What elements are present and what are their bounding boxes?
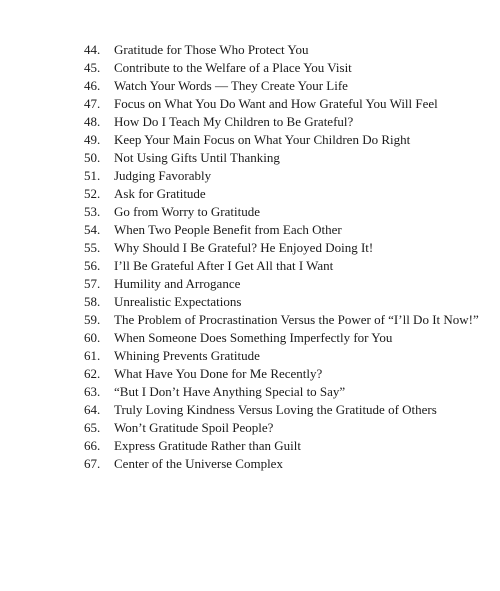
toc-entry: [84, 185, 484, 203]
toc-entry-title: Gratitude for Those Who Protect You: [114, 42, 309, 57]
toc-entry-title: “But I Don’t Have Anything Special to Say”: [114, 384, 346, 399]
toc-entry-title: Not Using Gifts Until Thanking: [114, 150, 280, 165]
toc-entry-number: 52.: [84, 186, 101, 201]
toc-entry: [84, 293, 484, 311]
toc-entry: [84, 257, 484, 275]
toc-entry-title: Contribute to the Welfare of a Place You Visit: [114, 60, 352, 75]
toc-entry-title: Go from Worry to Gratitude: [114, 204, 261, 219]
toc-entry: [84, 275, 484, 293]
toc-entry-number: 64.: [84, 402, 101, 417]
toc-entry-title: Whining Prevents Gratitude: [114, 348, 260, 363]
toc-entry-number: 48.: [84, 114, 101, 129]
toc-entry: [84, 455, 484, 473]
toc-entry-title: Judging Favorably: [114, 168, 212, 183]
toc-entry-title: Ask for Gratitude: [114, 186, 206, 201]
toc-entry: [84, 59, 484, 77]
toc-entry-title: What Have You Done for Me Recently?: [114, 366, 323, 381]
toc-entry-number: 61.: [84, 348, 101, 363]
toc-entry-number: 44.: [84, 42, 101, 57]
toc-entry-number: 47.: [84, 96, 101, 111]
toc-entry-title: Express Gratitude Rather than Guilt: [114, 438, 302, 453]
toc-entry-number: 56.: [84, 258, 101, 273]
toc-entry-number: 59.: [84, 312, 101, 327]
toc-entry-number: 46.: [84, 78, 101, 93]
toc-entry-title: Center of the Universe Complex: [114, 456, 283, 471]
toc-entry-title: Keep Your Main Focus on What Your Children Do Right: [114, 132, 411, 147]
toc-entry: [84, 311, 484, 329]
toc-entry: [84, 221, 484, 239]
toc-entry-title: I’ll Be Grateful After I Get All that I Want: [114, 258, 334, 273]
toc-entry: [84, 149, 484, 167]
toc-entry: [84, 203, 484, 221]
toc-entry: [84, 167, 484, 185]
toc-entry-title: When Two People Benefit from Each Other: [114, 222, 342, 237]
toc-entry-title: How Do I Teach My Children to Be Grateful?: [114, 114, 354, 129]
toc-entry-title: Watch Your Words — They Create Your Life: [114, 78, 348, 93]
toc-entry-number: 49.: [84, 132, 101, 147]
toc-entry-number: 45.: [84, 60, 101, 75]
toc-entry: [84, 95, 484, 113]
toc-entry: [84, 419, 484, 437]
toc-entry-title: Unrealistic Expectations: [114, 294, 242, 309]
toc-entry-number: 57.: [84, 276, 101, 291]
toc-entry-title: Humility and Arrogance: [114, 276, 241, 291]
toc-entry-title: When Someone Does Something Imperfectly for You: [114, 330, 393, 345]
toc-entry-title: Won’t Gratitude Spoil People?: [114, 420, 274, 435]
toc-entry: [84, 347, 484, 365]
toc-entry-number: 58.: [84, 294, 101, 309]
toc-entry-number: 65.: [84, 420, 101, 435]
toc-entry-number: 50.: [84, 150, 101, 165]
toc-entry-title: Focus on What You Do Want and How Grateful You Will Feel: [114, 96, 438, 111]
toc-entry-number: 55.: [84, 240, 101, 255]
toc-entry: [84, 113, 484, 131]
toc-entry-number: 67.: [84, 456, 101, 471]
toc-entry: [84, 401, 484, 419]
table-of-contents-list: [84, 41, 484, 473]
toc-entry-number: 63.: [84, 384, 101, 399]
toc-entry: [84, 437, 484, 455]
toc-entry-number: 53.: [84, 204, 101, 219]
toc-entry: [84, 41, 484, 59]
toc-entry: [84, 329, 484, 347]
toc-entry-number: 62.: [84, 366, 101, 381]
toc-entry: [84, 365, 484, 383]
toc-entry: [84, 131, 484, 149]
toc-entry: [84, 383, 484, 401]
toc-entry-title: Truly Loving Kindness Versus Loving the Gratitude of Others: [114, 402, 437, 417]
toc-entry-title: Why Should I Be Grateful? He Enjoyed Doing It!: [114, 240, 374, 255]
toc-entry-number: 54.: [84, 222, 101, 237]
toc-entry-title: The Problem of Procrastination Versus the Power of “I’ll Do It Now!”: [114, 312, 479, 327]
toc-entry-number: 60.: [84, 330, 101, 345]
toc-entry: [84, 77, 484, 95]
toc-entry-number: 66.: [84, 438, 101, 453]
toc-entry-number: 51.: [84, 168, 101, 183]
toc-entry: [84, 239, 484, 257]
